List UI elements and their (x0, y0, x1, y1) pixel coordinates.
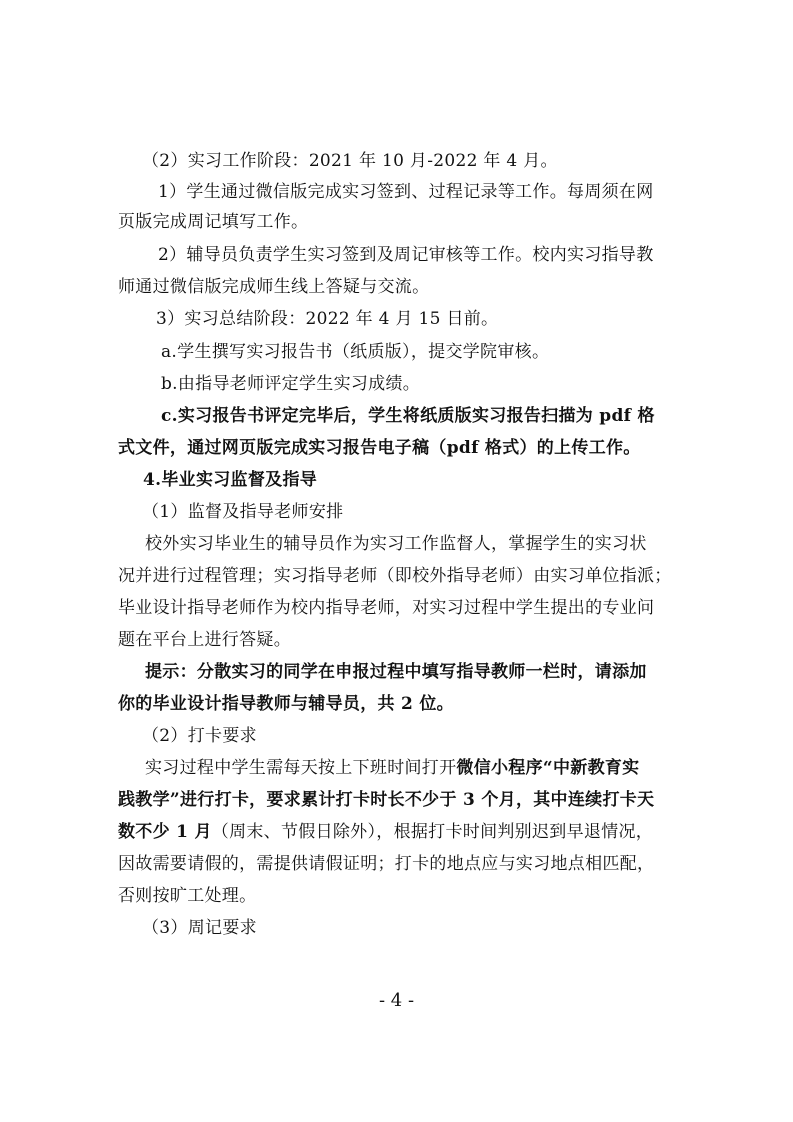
page-number: - 4 - (378, 990, 415, 1011)
text-line-4: 2）辅导员负责学生实习签到及周记审核等工作。校内实习指导教 (158, 245, 654, 265)
text-line-2: 1）学生通过微信版完成实习签到、过程记录等工作。每周须在网 (158, 182, 654, 202)
text-line-13 (145, 757, 639, 779)
text-line-10: 况并进行过程管理；实习指导老师（即校外指导老师）由实习单位指派； (118, 566, 672, 586)
text-line-3: 页版完成周记填写工作。 (118, 212, 309, 232)
text-line-7: a.学生撰写实习报告书（纸质版），提交学院审核。 (161, 342, 550, 362)
text-line-5: 师通过微信版完成师生线上答疑与交流。 (118, 277, 430, 297)
subheading-1: （1）监督及指导老师安排 (142, 502, 344, 522)
text-line-13-bold: 微信小程序“中新教育实 (456, 758, 640, 778)
text-line-14 (118, 821, 653, 843)
bold-line-1: c.实习报告书评定完毕后，学生将纸质版实习报告扫描为 pdf 格 (161, 406, 655, 426)
text-line-16: 否则按旷工处理。 (118, 886, 257, 906)
text-line-15: 因故需要请假的，需提供请假证明；打卡的地点应与实习地点相匹配， (118, 854, 655, 874)
bold-line-4: 你的毕业设计指导教师与辅导员，共 2 位。 (118, 694, 454, 714)
text-line-9: 校外实习毕业生的辅导员作为实习工作监督人，掌握学生的实习状 (145, 534, 647, 554)
text-line-14-bold: 数不少 1 月 (118, 822, 212, 842)
subheading-3: （3）周记要求 (142, 918, 257, 938)
text-line-14-regular: （周末、节假日除外），根据打卡时间判别迟到早退情况， (211, 822, 654, 842)
section-heading-4: 4.毕业实习监督及指导 (143, 470, 318, 490)
text-line-12: 题在平台上进行答疑。 (118, 630, 291, 650)
text-line-11: 毕业设计指导老师作为校内指导老师，对实习过程中学生提出的专业问 (118, 598, 655, 618)
bold-line-2: 式文件，通过网页版完成实习报告电子稿（pdf 格式）的上传工作。 (118, 438, 641, 458)
text-line-6: 3）实习总结阶段：2022 年 4 月 15 日前。 (156, 309, 499, 329)
bold-line-5: 践教学”进行打卡，要求累计打卡时长不少于 3 个月，其中连续打卡天 (118, 790, 655, 810)
text-line-8: b.由指导老师评定学生实习成绩。 (161, 374, 421, 394)
bold-line-3: 提示：分散实习的同学在申报过程中填写指导教师一栏时，请添加 (145, 662, 647, 682)
subheading-2: （2）打卡要求 (142, 726, 257, 746)
text-line-13-regular: 实习过程中学生需每天按上下班时间打开 (145, 758, 457, 778)
text-line-1: （2）实习工作阶段：2021 年 10 月-2022 年 4 月。 (142, 151, 558, 171)
